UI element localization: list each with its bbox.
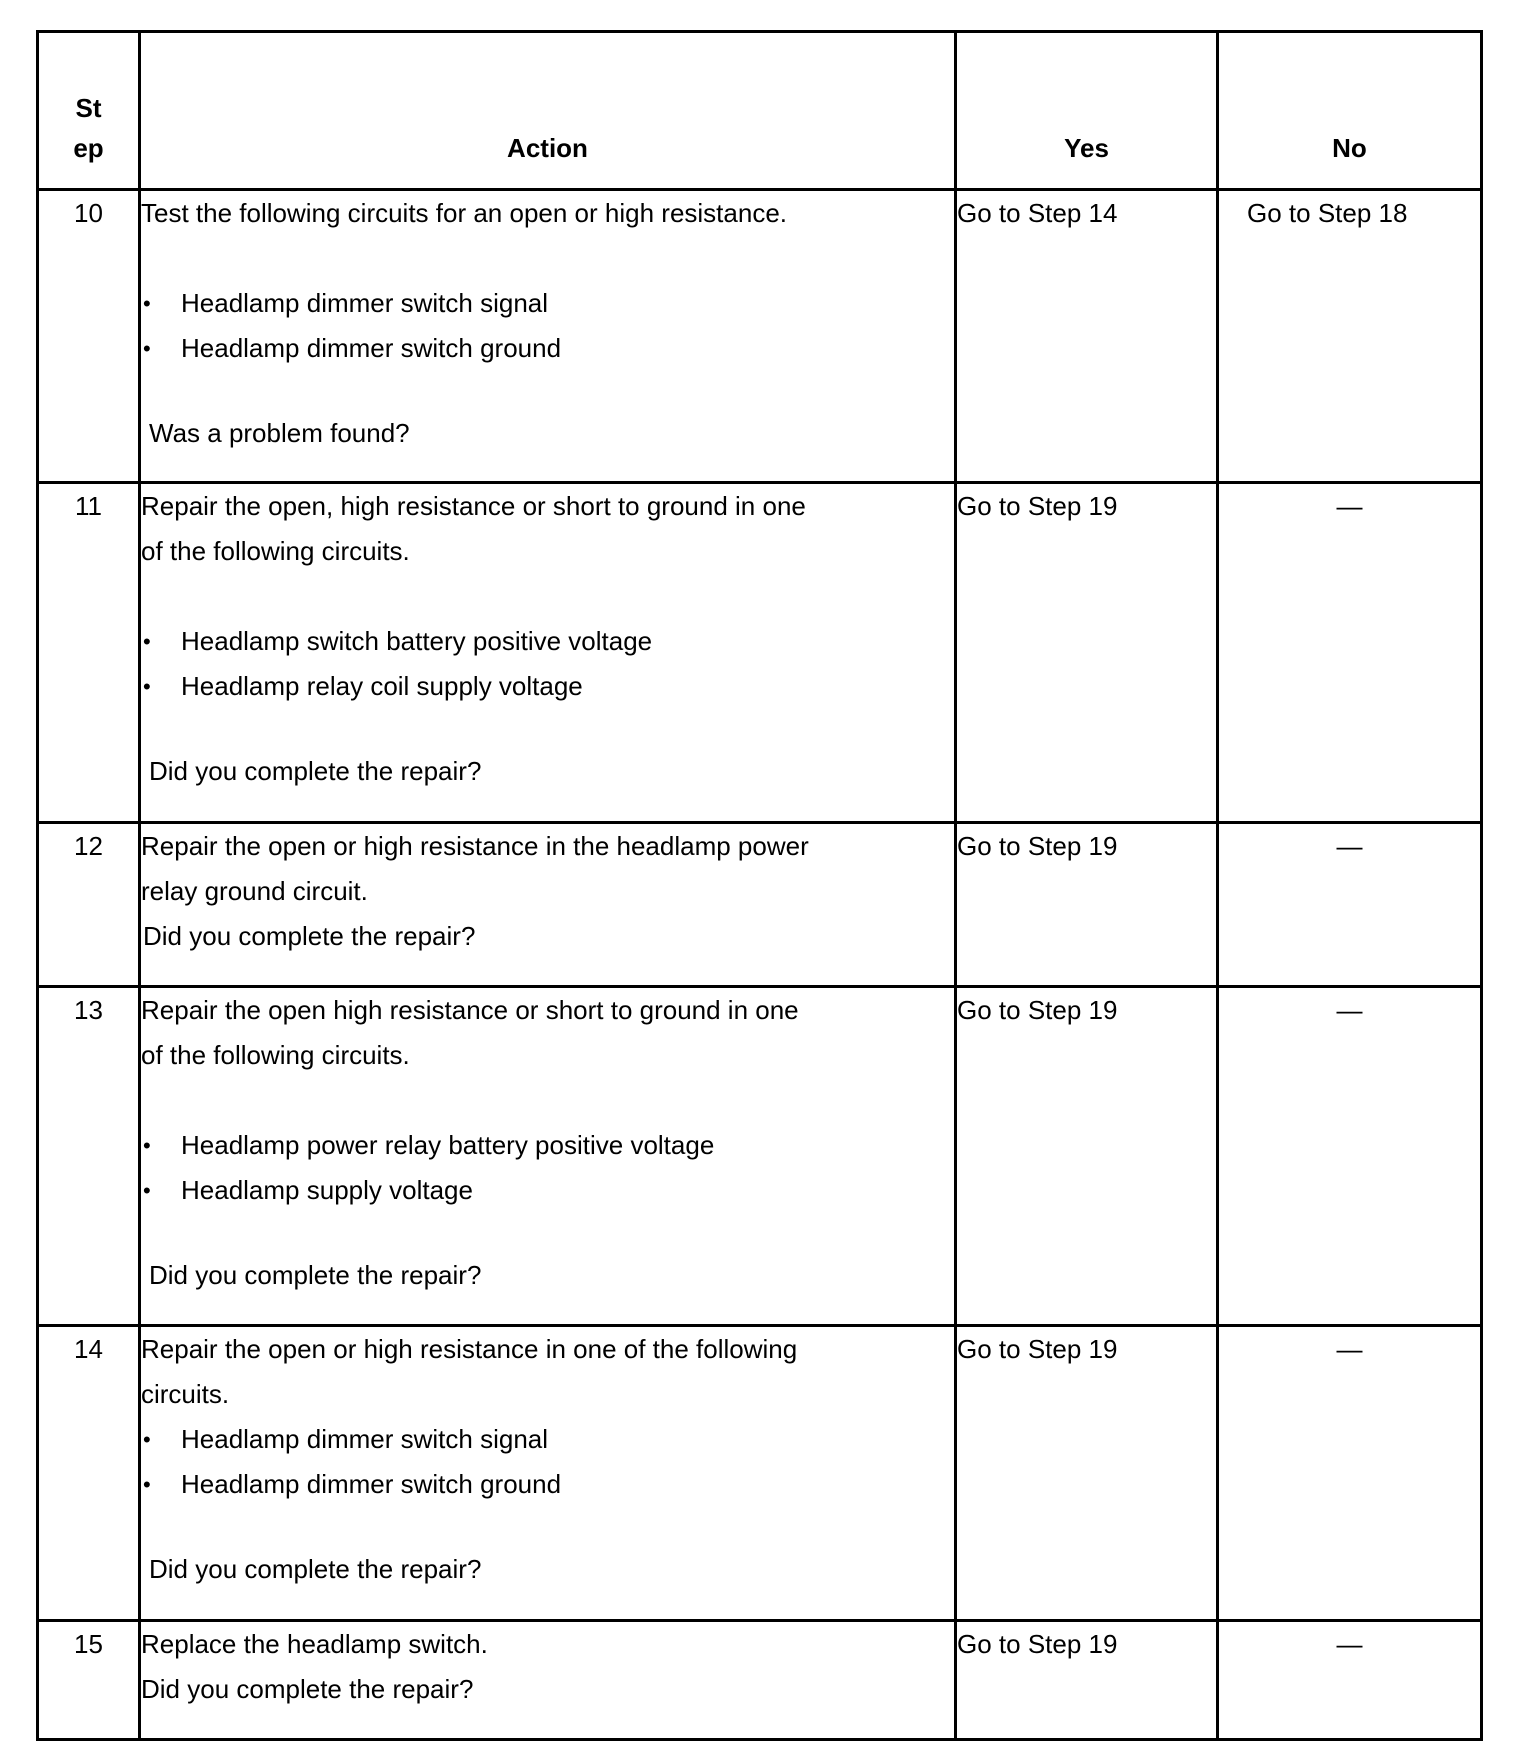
header-step-line2: ep xyxy=(73,133,104,163)
table-row xyxy=(38,987,1482,1326)
action-intro: Replace the headlamp switch. xyxy=(141,1629,488,1659)
circuit-list xyxy=(141,1417,954,1507)
no-cell: Go to Step 18 xyxy=(1218,190,1482,483)
circuit-list xyxy=(141,619,954,709)
header-action: Action xyxy=(140,32,956,190)
action-intro-line1: Repair the open, high resistance or short to ground in one xyxy=(141,491,806,521)
circuit-list xyxy=(141,1123,954,1213)
no-cell: — xyxy=(1218,1326,1482,1621)
no-cell: — xyxy=(1218,823,1482,987)
list-item: • Headlamp switch battery positive voltage xyxy=(141,619,954,664)
step-number: 10 xyxy=(38,190,140,483)
action-intro-line1: Repair the open high resistance or short to ground in one xyxy=(141,995,799,1025)
yes-cell: Go to Step 14 xyxy=(956,190,1218,483)
header-row xyxy=(38,32,1482,190)
step-number: 13 xyxy=(38,987,140,1326)
yes-cell: Go to Step 19 xyxy=(956,1621,1218,1740)
action-intro-line2: of the following circuits. xyxy=(141,536,410,566)
action-intro-line2: circuits. xyxy=(141,1379,230,1409)
table-row xyxy=(38,190,1482,483)
action-intro-line2: of the following circuits. xyxy=(141,1040,410,1070)
action-cell xyxy=(140,823,956,987)
table-row xyxy=(38,1621,1482,1740)
header-step xyxy=(38,32,140,190)
action-question: Did you complete the repair? xyxy=(149,1260,482,1290)
action-question: Did you complete the repair? xyxy=(143,921,476,951)
action-intro-line1: Repair the open or high resistance in one of the following xyxy=(141,1334,798,1364)
action-question: Was a problem found? xyxy=(149,418,410,448)
list-item: • Headlamp relay coil supply voltage xyxy=(141,664,954,709)
table-row xyxy=(38,483,1482,823)
action-question: Did you complete the repair? xyxy=(149,1554,482,1584)
step-number: 15 xyxy=(38,1621,140,1740)
no-cell: — xyxy=(1218,987,1482,1326)
no-cell: — xyxy=(1218,1621,1482,1740)
action-intro-line1: Repair the open or high resistance in the headlamp power xyxy=(141,831,809,861)
diagnostic-steps-table xyxy=(36,30,1483,1741)
circuit-list xyxy=(141,281,954,371)
list-item: • Headlamp dimmer switch ground xyxy=(141,326,954,371)
header-step-line1: St xyxy=(75,93,102,123)
action-cell xyxy=(140,1326,956,1621)
header-no: No xyxy=(1218,32,1482,190)
list-item: • Headlamp supply voltage xyxy=(141,1168,954,1213)
table-row xyxy=(38,1326,1482,1621)
yes-cell: Go to Step 19 xyxy=(956,987,1218,1326)
action-cell xyxy=(140,987,956,1326)
action-cell xyxy=(140,483,956,823)
yes-cell: Go to Step 19 xyxy=(956,823,1218,987)
table-row xyxy=(38,823,1482,987)
action-intro-line2: relay ground circuit. xyxy=(141,876,368,906)
action-intro: Test the following circuits for an open or high resistance. xyxy=(141,198,788,228)
list-item: • Headlamp dimmer switch signal xyxy=(141,281,954,326)
list-item: • Headlamp power relay battery positive voltage xyxy=(141,1123,954,1168)
action-cell xyxy=(140,1621,956,1740)
yes-cell: Go to Step 19 xyxy=(956,483,1218,823)
step-number: 11 xyxy=(38,483,140,823)
action-question: Did you complete the repair? xyxy=(149,756,482,786)
action-cell xyxy=(140,190,956,483)
action-question: Did you complete the repair? xyxy=(141,1674,474,1704)
step-number: 12 xyxy=(38,823,140,987)
step-number: 14 xyxy=(38,1326,140,1621)
list-item: • Headlamp dimmer switch signal xyxy=(141,1417,954,1462)
header-yes: Yes xyxy=(956,32,1218,190)
list-item: • Headlamp dimmer switch ground xyxy=(141,1462,954,1507)
yes-cell: Go to Step 19 xyxy=(956,1326,1218,1621)
no-cell: — xyxy=(1218,483,1482,823)
